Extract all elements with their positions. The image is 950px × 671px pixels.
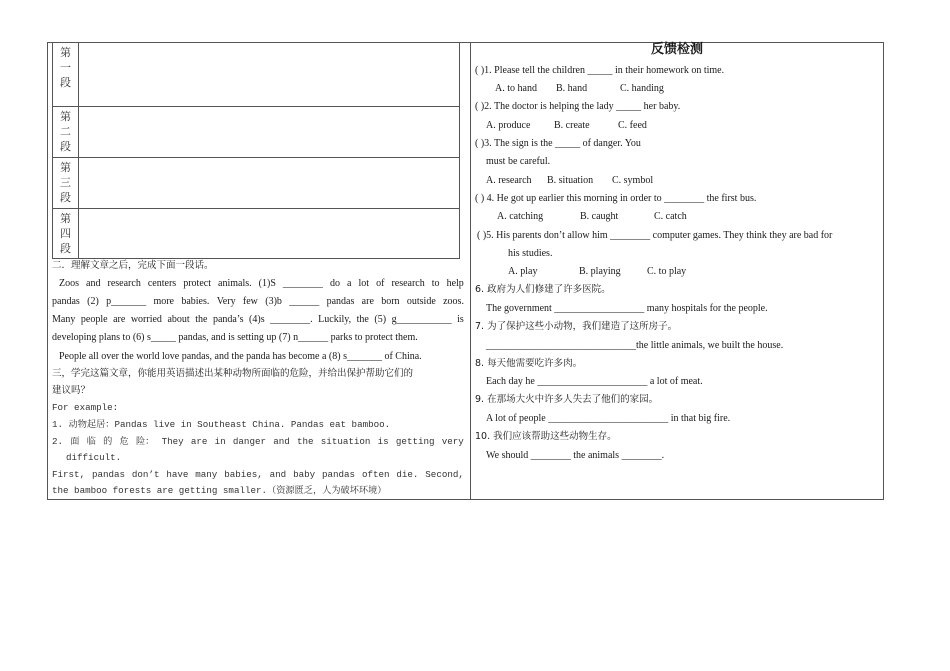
paragraph-row-4 [53, 209, 459, 258]
question-2: ( )2. The doctor is helping the lady _____ her baby. [475, 101, 681, 112]
paragraph-row-1 [53, 43, 459, 107]
fill-line-1: Zoos and research centers protect animals. (1)S ________ do a lot of research to help [59, 278, 464, 289]
question-3-cont: must be careful. [486, 156, 551, 167]
example-line-2: 2. 面 临 的 危 险： They are in danger and the situation is getting very [52, 436, 464, 447]
paragraph-summary-table [52, 42, 460, 259]
question-9-english: A lot of people ________________________ in that big fire. [486, 413, 731, 424]
section2-heading: 二．理解文章之后，完成下面一段话。 [52, 260, 214, 271]
question-2-option-b: B. create [554, 120, 590, 131]
question-6-english: The government __________________ many hospitals for the people. [486, 303, 768, 314]
question-3: ( )3. The sign is the _____ of danger. You [475, 138, 641, 149]
question-2-option-c: C. feed [618, 120, 647, 131]
question-5-option-a: A. play [508, 266, 538, 277]
question-4-option-b: B. caught [580, 211, 619, 222]
example-line-2-cont: difficult. [66, 452, 122, 463]
question-3-option-a: A. research [486, 175, 532, 186]
paragraph-label-3: 第 三 段 [53, 158, 79, 208]
paragraph-label-2: 第 二 段 [53, 107, 79, 157]
example-label: For example: [52, 402, 119, 413]
paragraph-label-4: 第 四 段 [53, 209, 79, 258]
question-5: ( )5. His parents don’t allow him ________ computer games. They think they are bad for [477, 230, 833, 241]
feedback-title: 反馈检测 [650, 42, 703, 57]
paragraph-row-2 [53, 107, 459, 158]
question-7-chinese: 7. 为了保护这些小动物，我们建造了这所房子。 [475, 321, 678, 332]
question-8-english: Each day he ______________________ a lot of meat. [486, 376, 703, 387]
section3-heading-1: 三，学完这篇文章，你能用英语描述出某种动物所面临的危险，并给出保护帮助它们的 [52, 368, 414, 379]
example-line-3: First, pandas don’t have many babies, and baby pandas often die. Second, [52, 469, 464, 480]
question-4: ( ) 4. He got up earlier this morning in order to ________ the first bus. [475, 193, 757, 204]
paragraph-row-3 [53, 158, 459, 209]
question-1-option-a: A. to hand [495, 83, 537, 94]
fill-line-3: Many people are worried about the panda’s (4)s ________. Luckily, the (5) g___________ is [52, 314, 464, 325]
question-9-chinese: 9. 在那场大火中许多人失去了他们的家园。 [475, 394, 659, 405]
question-3-option-b: B. situation [547, 175, 594, 186]
question-1-option-b: B. hand [556, 83, 588, 94]
question-1: ( )1. Please tell the children _____ in their homework on time. [475, 65, 725, 76]
fill-line-5: People all over the world love pandas, and the panda has become a (8) s_______ of China. [59, 351, 422, 362]
question-10-chinese: 10. 我们应该帮助这些动物生存。 [475, 431, 617, 442]
question-5-option-c: C. to play [647, 266, 687, 277]
question-4-option-a: A. catching [497, 211, 544, 222]
question-4-option-c: C. catch [654, 211, 687, 222]
column-divider [470, 42, 471, 500]
section3-heading-2: 建议吗？ [52, 385, 91, 396]
question-10-english: We should ________ the animals ________. [486, 450, 665, 461]
fill-line-4: developing plans to (6) s_____ pandas, and is setting up (7) n______ parks to protect them. [52, 332, 418, 343]
question-6-chinese: 6. 政府为人们修建了许多医院。 [475, 284, 611, 295]
question-5-option-b: B. playing [579, 266, 621, 277]
question-8-chinese: 8. 每天他需要吃许多肉。 [475, 358, 583, 369]
question-2-option-a: A. produce [486, 120, 531, 131]
question-5-cont: his studies. [508, 248, 553, 259]
paragraph-label-1: 第 一 段 [53, 43, 79, 106]
question-7-english: ______________________________the little animals, we built the house. [486, 340, 784, 351]
example-line-3-cont: the bamboo forests are getting smaller.（资源匮乏，人为破坏环境） [52, 485, 387, 496]
fill-line-2: pandas (2) p_______ more babies. Very few (3)b ______ pandas are born outside zoos. [52, 296, 464, 307]
question-1-option-c: C. handing [620, 83, 664, 94]
question-3-option-c: C. symbol [612, 175, 654, 186]
example-line-1: 1. 动物起居：Pandas live in Southeast China. Pandas eat bamboo. [52, 419, 391, 430]
